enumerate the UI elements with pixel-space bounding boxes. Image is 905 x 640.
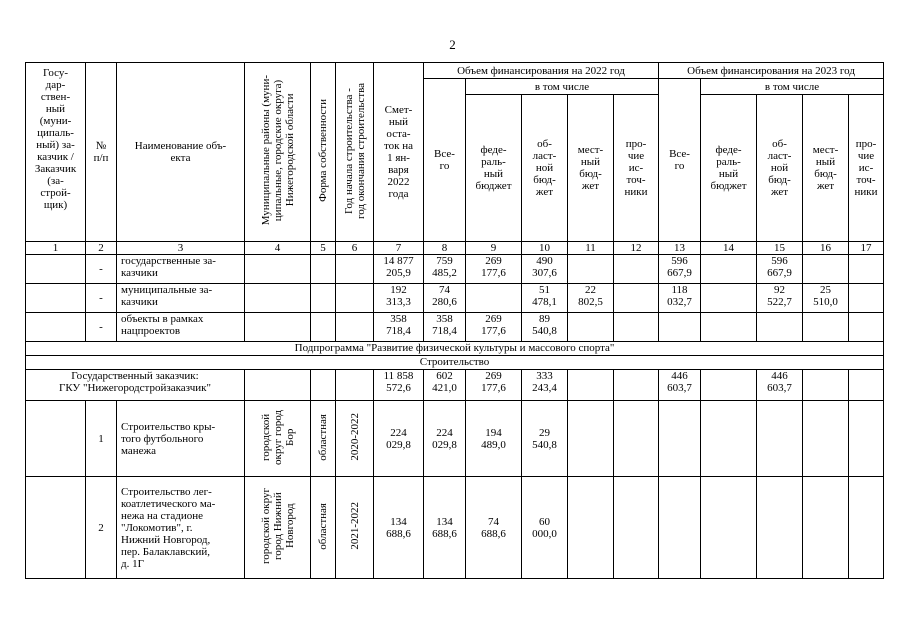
cell-other-2023	[849, 313, 884, 342]
table-row	[26, 255, 884, 284]
header-other-2023: про- чие ис- точ- ники	[849, 95, 884, 242]
cell-federal-2022: 269 177,6	[466, 313, 522, 342]
header-name: Наименование объ- екта	[117, 63, 245, 242]
cell-local-2023	[803, 255, 849, 284]
cell-regional-2022: 29 540,8	[522, 401, 568, 477]
header-local-2023: мест- ный бюд- жет	[803, 95, 849, 242]
header-ownership: Форма собственности	[311, 63, 336, 242]
column-number-row	[26, 242, 884, 255]
table-row	[26, 284, 884, 313]
cell-federal-2023	[701, 255, 757, 284]
column-number: 13	[659, 242, 701, 255]
header-federal-2022: феде- раль- ный бюджет	[466, 95, 522, 242]
header-federal-2023: феде- раль- ный бюджет	[701, 95, 757, 242]
cell-regional-2022: 490 307,6	[522, 255, 568, 284]
cell-estimate: 14 877 205,9	[374, 255, 424, 284]
header-fin-2023: Объем финансирования на 2023 год	[659, 63, 884, 79]
cell-estimate: 192 313,3	[374, 284, 424, 313]
cell-federal-2023	[701, 284, 757, 313]
cell-other-2023	[849, 255, 884, 284]
row-num: -	[86, 255, 117, 284]
header-district: Муниципальные районы (муни- ципальные, городские округа) Нижегородской области	[245, 63, 311, 242]
object-row	[26, 401, 884, 477]
column-number: 10	[522, 242, 568, 255]
page-number: 2	[449, 37, 456, 52]
cell-total-2023: 118 032,7	[659, 284, 701, 313]
cell-federal-2023	[701, 313, 757, 342]
column-number: 7	[374, 242, 424, 255]
customer-label: Государственный заказчик: ГКУ "Нижегородстройзаказчик"	[26, 370, 245, 401]
cell-regional-2022: 333 243,4	[522, 370, 568, 401]
cell-regional-2022: 51 478,1	[522, 284, 568, 313]
column-number: 14	[701, 242, 757, 255]
cell-other-2022	[614, 284, 659, 313]
header-total-2022: Все- го	[424, 79, 466, 242]
cell-local-2023	[803, 313, 849, 342]
cell-total-2023: 446 603,7	[659, 370, 701, 401]
subprogram-title: Подпрограмма "Развитие физической культуры и массового спорта"	[26, 342, 884, 356]
column-number: 16	[803, 242, 849, 255]
column-number: 3	[117, 242, 245, 255]
cell-estimate: 134 688,6	[374, 477, 424, 579]
cell-local-2022	[568, 255, 614, 284]
cell-regional-2023: 92 522,7	[757, 284, 803, 313]
cell-total-2022: 602 421,0	[424, 370, 466, 401]
row-num: 1	[86, 401, 117, 477]
cell-regional-2023	[757, 313, 803, 342]
cell-federal-2022	[466, 284, 522, 313]
column-number: 9	[466, 242, 522, 255]
cell-federal-2022: 194 489,0	[466, 401, 522, 477]
cell-other-2022	[614, 313, 659, 342]
cell-total-2023	[659, 313, 701, 342]
cell-federal-2022: 269 177,6	[466, 255, 522, 284]
cell-total-2022: 134 688,6	[424, 477, 466, 579]
header-other-2022: про- чие ис- точ- ники	[614, 95, 659, 242]
cell-other-2023	[849, 284, 884, 313]
cell-total-2022: 74 280,6	[424, 284, 466, 313]
cell-ownership: областная	[311, 477, 336, 579]
header-total-2023: Все- го	[659, 79, 701, 242]
cell-district: городской округ город Бор	[245, 401, 311, 477]
row-name: Строительство кры- того футбольного манежа	[117, 401, 245, 477]
column-number: 12	[614, 242, 659, 255]
column-number: 6	[336, 242, 374, 255]
cell-total-2023: 596 667,9	[659, 255, 701, 284]
column-number: 5	[311, 242, 336, 255]
header-num: № п/п	[86, 63, 117, 242]
header-fin-2022: Объем финансирования на 2022 год	[424, 63, 659, 79]
cell-local-2022: 22 802,5	[568, 284, 614, 313]
row-name: Строительство лег- коатлетического ма- нежа на стадионе "Локомотив", г. Нижний Новгород, пер. Балаклавский, д. 1Г	[117, 477, 245, 579]
cell-ownership: областная	[311, 401, 336, 477]
row-name: объекты в рамках нацпроектов	[117, 313, 245, 342]
column-number: 15	[757, 242, 803, 255]
header-including-2022: в том числе	[466, 79, 659, 95]
header-regional-2023: об- ласт- ной бюд- жет	[757, 95, 803, 242]
cell-estimate: 224 029,8	[374, 401, 424, 477]
cell-local-2023: 25 510,0	[803, 284, 849, 313]
cell-regional-2023: 596 667,9	[757, 255, 803, 284]
cell-local-2022	[568, 313, 614, 342]
column-number: 8	[424, 242, 466, 255]
column-number: 11	[568, 242, 614, 255]
table-row	[26, 313, 884, 342]
row-num: 2	[86, 477, 117, 579]
header-regional-2022: об- ласт- ной бюд- жет	[522, 95, 568, 242]
customer-row	[26, 370, 884, 401]
row-name: муниципальные за- казчики	[117, 284, 245, 313]
column-number: 2	[86, 242, 117, 255]
column-number: 4	[245, 242, 311, 255]
row-name: государственные за- казчики	[117, 255, 245, 284]
cell-years: 2020-2022	[336, 401, 374, 477]
header-years: Год начала строительства - год окончания строительства	[336, 63, 374, 242]
column-number: 17	[849, 242, 884, 255]
cell-regional-2022: 60 000,0	[522, 477, 568, 579]
row-num: -	[86, 313, 117, 342]
cell-estimate: 358 718,4	[374, 313, 424, 342]
object-row	[26, 477, 884, 579]
header-customer: Госу- дар- ствен- ный (муни- ципаль- ный) за- казчик / Заказчик (за- строй- щик)	[26, 63, 86, 242]
section-title: Строительство	[26, 356, 884, 370]
cell-estimate: 11 858 572,6	[374, 370, 424, 401]
cell-total-2022: 759 485,2	[424, 255, 466, 284]
cell-federal-2022: 269 177,6	[466, 370, 522, 401]
investment-table	[25, 62, 884, 579]
row-num: -	[86, 284, 117, 313]
cell-other-2022	[614, 255, 659, 284]
cell-regional-2023: 446 603,7	[757, 370, 803, 401]
cell-district: городской округ город Нижний Новгород	[245, 477, 311, 579]
header-estimate: Смет- ный оста- ток на 1 ян- варя 2022 года	[374, 63, 424, 242]
cell-regional-2022: 89 540,8	[522, 313, 568, 342]
cell-total-2022: 224 029,8	[424, 401, 466, 477]
header-including-2023: в том числе	[701, 79, 884, 95]
cell-years: 2021-2022	[336, 477, 374, 579]
cell-federal-2022: 74 688,6	[466, 477, 522, 579]
column-number: 1	[26, 242, 86, 255]
header-local-2022: мест- ный бюд- жет	[568, 95, 614, 242]
cell-total-2022: 358 718,4	[424, 313, 466, 342]
